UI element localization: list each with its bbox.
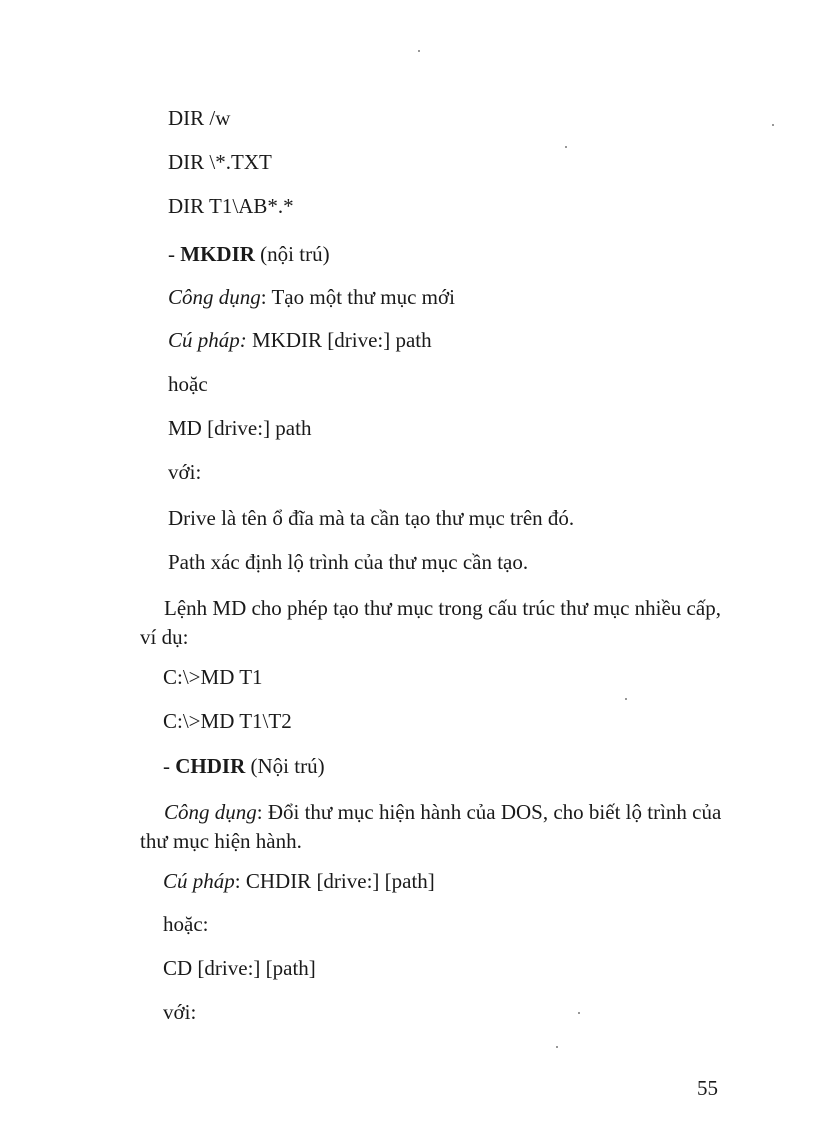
mkdir-syntax-text: MKDIR [drive:] path <box>246 328 432 352</box>
with-line-2: với: <box>163 1000 197 1024</box>
example-dir-w: DIR /w <box>168 106 231 130</box>
drive-description: Drive là tên ổ đĩa mà ta cần tạo thư mục trên đó. <box>168 506 575 530</box>
scan-speck <box>418 50 420 52</box>
chdir-heading <box>163 754 325 779</box>
scan-speck <box>772 124 774 126</box>
scan-speck <box>565 146 567 148</box>
cd-syntax: CD [drive:] [path] <box>163 956 316 980</box>
scan-speck <box>625 698 627 700</box>
or-line-1: hoặc <box>168 372 208 396</box>
chdir-usage-text: : Đổi thư mục hiện hành của DOS, cho biết lộ trình của thư mục hiện hành. <box>140 800 722 853</box>
mkdir-usage <box>168 285 455 310</box>
chdir-usage-label: Công dụng <box>164 800 257 824</box>
example-md-t1: C:\>MD T1 <box>163 665 263 689</box>
mkdir-usage-text: : Tạo một thư mục mới <box>260 285 455 309</box>
example-dir-t1: DIR T1\AB*.* <box>168 194 294 218</box>
chdir-dash: - <box>163 754 176 778</box>
md-syntax: MD [drive:] path <box>168 416 312 440</box>
chdir-syntax <box>163 869 435 894</box>
path-description: Path xác định lộ trình của thư mục cần tạo. <box>168 550 529 574</box>
mkdir-command: MKDIR <box>180 242 255 266</box>
md-paragraph: Lệnh MD cho phép tạo thư mục trong cấu trúc thư mục nhiều cấp, ví dụ: <box>140 596 721 649</box>
with-line-1: với: <box>168 460 202 484</box>
mkdir-heading <box>168 242 330 267</box>
mkdir-dash: - <box>168 242 181 266</box>
or-line-2: hoặc: <box>163 912 209 936</box>
mkdir-note: (nội trú) <box>254 242 330 266</box>
example-md-t1-t2: C:\>MD T1\T2 <box>163 709 292 733</box>
mkdir-syntax <box>168 328 432 353</box>
chdir-syntax-label: Cú pháp <box>163 869 235 893</box>
chdir-usage <box>140 798 730 856</box>
mkdir-syntax-label: Cú pháp: <box>168 328 247 352</box>
chdir-command: CHDIR <box>175 754 246 778</box>
scan-speck <box>556 1046 558 1048</box>
mkdir-usage-label: Công dụng <box>168 285 261 309</box>
chdir-syntax-text: : CHDIR [drive:] [path] <box>234 869 435 893</box>
page-number: 55 <box>697 1076 718 1100</box>
example-dir-txt: DIR \*.TXT <box>168 150 272 174</box>
chdir-note: (Nội trú) <box>245 754 325 778</box>
scan-speck <box>578 1012 580 1014</box>
